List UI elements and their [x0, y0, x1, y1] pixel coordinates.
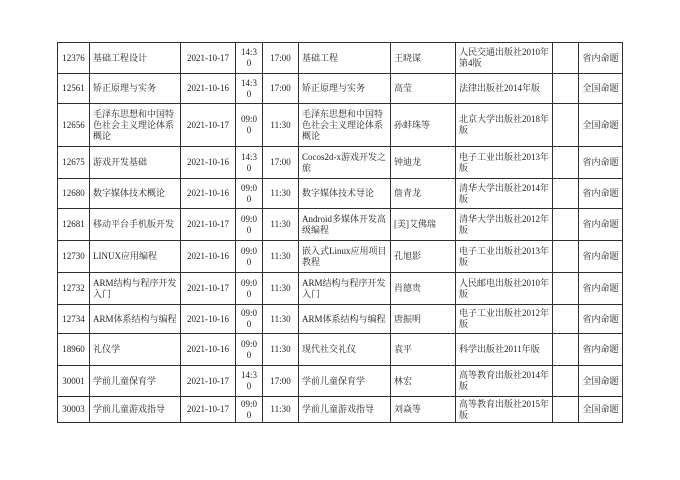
cell-blank: [553, 273, 579, 305]
cell-exam-type: 省内命题: [579, 147, 623, 179]
cell-blank: [553, 305, 579, 334]
cell-blank: [553, 241, 579, 273]
cell-exam-type: 省内命题: [579, 334, 623, 366]
cell-code: 18960: [58, 334, 90, 366]
cell-blank: [553, 74, 579, 104]
cell-exam-type: 省内命题: [579, 43, 623, 74]
cell-date: 2021-10-17: [181, 104, 236, 147]
cell-course-name: ARM体系结构与编程: [90, 305, 181, 334]
cell-start-time: 09:00: [236, 397, 263, 423]
cell-exam-type: 省内命题: [579, 305, 623, 334]
cell-author: 孔旭影: [391, 241, 456, 273]
cell-course-name: 礼仪学: [90, 334, 181, 366]
cell-exam-type: 全国命题: [579, 104, 623, 147]
cell-end-time: 11:30: [263, 334, 299, 366]
cell-start-time: 09:00: [236, 179, 263, 209]
cell-start-time: 09:00: [236, 334, 263, 366]
cell-course-name: LINUX应用编程: [90, 241, 181, 273]
cell-end-time: 11:30: [263, 104, 299, 147]
cell-code: 30003: [58, 397, 90, 423]
cell-end-time: 11:30: [263, 209, 299, 241]
cell-publisher: 人民邮电出版社2010年版: [456, 273, 553, 305]
cell-blank: [553, 209, 579, 241]
cell-date: 2021-10-16: [181, 179, 236, 209]
cell-start-time: 14:30: [236, 74, 263, 104]
cell-end-time: 17:00: [263, 366, 299, 397]
cell-publisher: 清华大学出版社2012年版: [456, 209, 553, 241]
table-row: [58, 147, 623, 179]
cell-author: 孙蚌珠等: [391, 104, 456, 147]
cell-code: 12675: [58, 147, 90, 179]
cell-course-name: 学前儿童保育学: [90, 366, 181, 397]
cell-code: 12680: [58, 179, 90, 209]
cell-code: 12656: [58, 104, 90, 147]
cell-end-time: 17:00: [263, 74, 299, 104]
table-row: [58, 104, 623, 147]
cell-course-name: 矫正原理与实务: [90, 74, 181, 104]
cell-publisher: 北京大学出版社2018年版: [456, 104, 553, 147]
cell-date: 2021-10-16: [181, 147, 236, 179]
cell-code: 12730: [58, 241, 90, 273]
cell-author: 钟迪龙: [391, 147, 456, 179]
cell-end-time: 11:30: [263, 179, 299, 209]
table-row: [58, 366, 623, 397]
cell-course-name: 毛泽东思想和中国特色社会主义理论体系概论: [90, 104, 181, 147]
cell-end-time: 11:30: [263, 305, 299, 334]
cell-textbook: ARM结构与程序开发入门: [299, 273, 391, 305]
exam-table-body: [58, 43, 623, 423]
cell-author: 高莹: [391, 74, 456, 104]
cell-course-name: 数字媒体技术概论: [90, 179, 181, 209]
cell-publisher: 高等教育出版社2014年版: [456, 366, 553, 397]
cell-date: 2021-10-17: [181, 43, 236, 74]
cell-start-time: 09:00: [236, 273, 263, 305]
table-row: [58, 43, 623, 74]
cell-textbook: 学前儿童游戏指导: [299, 397, 391, 423]
cell-date: 2021-10-17: [181, 366, 236, 397]
cell-publisher: 清华大学出版社2014年版: [456, 179, 553, 209]
cell-start-time: 09:00: [236, 305, 263, 334]
cell-textbook: 矫正原理与实务: [299, 74, 391, 104]
cell-blank: [553, 334, 579, 366]
cell-exam-type: 省内命题: [579, 179, 623, 209]
cell-date: 2021-10-17: [181, 273, 236, 305]
cell-start-time: 14:30: [236, 147, 263, 179]
cell-textbook: 学前儿童保育学: [299, 366, 391, 397]
cell-publisher: 科学出版社2011年版: [456, 334, 553, 366]
cell-exam-type: 全国命题: [579, 397, 623, 423]
cell-code: 30001: [58, 366, 90, 397]
cell-author: 肖德贵: [391, 273, 456, 305]
cell-date: 2021-10-16: [181, 334, 236, 366]
cell-textbook: Cocos2d-x游戏开发之旅: [299, 147, 391, 179]
cell-start-time: 09:00: [236, 241, 263, 273]
cell-exam-type: 省内命题: [579, 209, 623, 241]
table-row: [58, 209, 623, 241]
cell-blank: [553, 147, 579, 179]
cell-code: 12732: [58, 273, 90, 305]
table-row: [58, 74, 623, 104]
cell-end-time: 11:30: [263, 273, 299, 305]
cell-course-name: ARM结构与程序开发入门: [90, 273, 181, 305]
cell-blank: [553, 366, 579, 397]
cell-publisher: 法律出版社2014年版: [456, 74, 553, 104]
cell-start-time: 09:00: [236, 104, 263, 147]
cell-author: 詹青龙: [391, 179, 456, 209]
cell-date: 2021-10-16: [181, 241, 236, 273]
table-row: [58, 179, 623, 209]
cell-author: 王晓谋: [391, 43, 456, 74]
table-row: [58, 273, 623, 305]
cell-publisher: 电子工业出版社2012年版: [456, 305, 553, 334]
cell-end-time: 11:30: [263, 397, 299, 423]
cell-author: 刘焱等: [391, 397, 456, 423]
cell-exam-type: 全国命题: [579, 366, 623, 397]
cell-blank: [553, 179, 579, 209]
cell-publisher: 高等教育出版社2015年版: [456, 397, 553, 423]
cell-exam-type: 全国命题: [579, 74, 623, 104]
cell-publisher: 电子工业出版社2013年版: [456, 241, 553, 273]
cell-date: 2021-10-17: [181, 209, 236, 241]
cell-textbook: 数字媒体技术导论: [299, 179, 391, 209]
cell-blank: [553, 43, 579, 74]
cell-publisher: 电子工业出版社2013年版: [456, 147, 553, 179]
cell-exam-type: 省内命题: [579, 241, 623, 273]
cell-textbook: 嵌入式Linux应用项目教程: [299, 241, 391, 273]
cell-author: 袁平: [391, 334, 456, 366]
cell-end-time: 11:30: [263, 241, 299, 273]
cell-date: 2021-10-16: [181, 305, 236, 334]
cell-start-time: 09:00: [236, 209, 263, 241]
table-row: [58, 241, 623, 273]
cell-code: 12561: [58, 74, 90, 104]
exam-schedule-table: [57, 42, 623, 423]
cell-textbook: Android多媒体开发高级编程: [299, 209, 391, 241]
table-row: [58, 305, 623, 334]
cell-textbook: ARM体系结构与编程: [299, 305, 391, 334]
cell-author: 林宏: [391, 366, 456, 397]
cell-start-time: 14:30: [236, 43, 263, 74]
cell-code: 12681: [58, 209, 90, 241]
table-row: [58, 397, 623, 423]
cell-blank: [553, 104, 579, 147]
cell-textbook: 毛泽东思想和中国特色社会主义理论体系概论: [299, 104, 391, 147]
table-row: [58, 334, 623, 366]
cell-course-name: 移动平台手机版开发: [90, 209, 181, 241]
cell-code: 12376: [58, 43, 90, 74]
cell-author: [美]艾佛瑞: [391, 209, 456, 241]
cell-date: 2021-10-17: [181, 397, 236, 423]
cell-end-time: 17:00: [263, 43, 299, 74]
cell-course-name: 基础工程设计: [90, 43, 181, 74]
cell-start-time: 14:30: [236, 366, 263, 397]
cell-exam-type: 省内命题: [579, 273, 623, 305]
cell-end-time: 17:00: [263, 147, 299, 179]
cell-blank: [553, 397, 579, 423]
cell-code: 12734: [58, 305, 90, 334]
cell-textbook: 基础工程: [299, 43, 391, 74]
cell-date: 2021-10-16: [181, 74, 236, 104]
cell-course-name: 学前儿童游戏指导: [90, 397, 181, 423]
cell-publisher: 人民交通出版社2010年第4版: [456, 43, 553, 74]
cell-course-name: 游戏开发基础: [90, 147, 181, 179]
cell-textbook: 现代社交礼仪: [299, 334, 391, 366]
cell-author: 唐振明: [391, 305, 456, 334]
